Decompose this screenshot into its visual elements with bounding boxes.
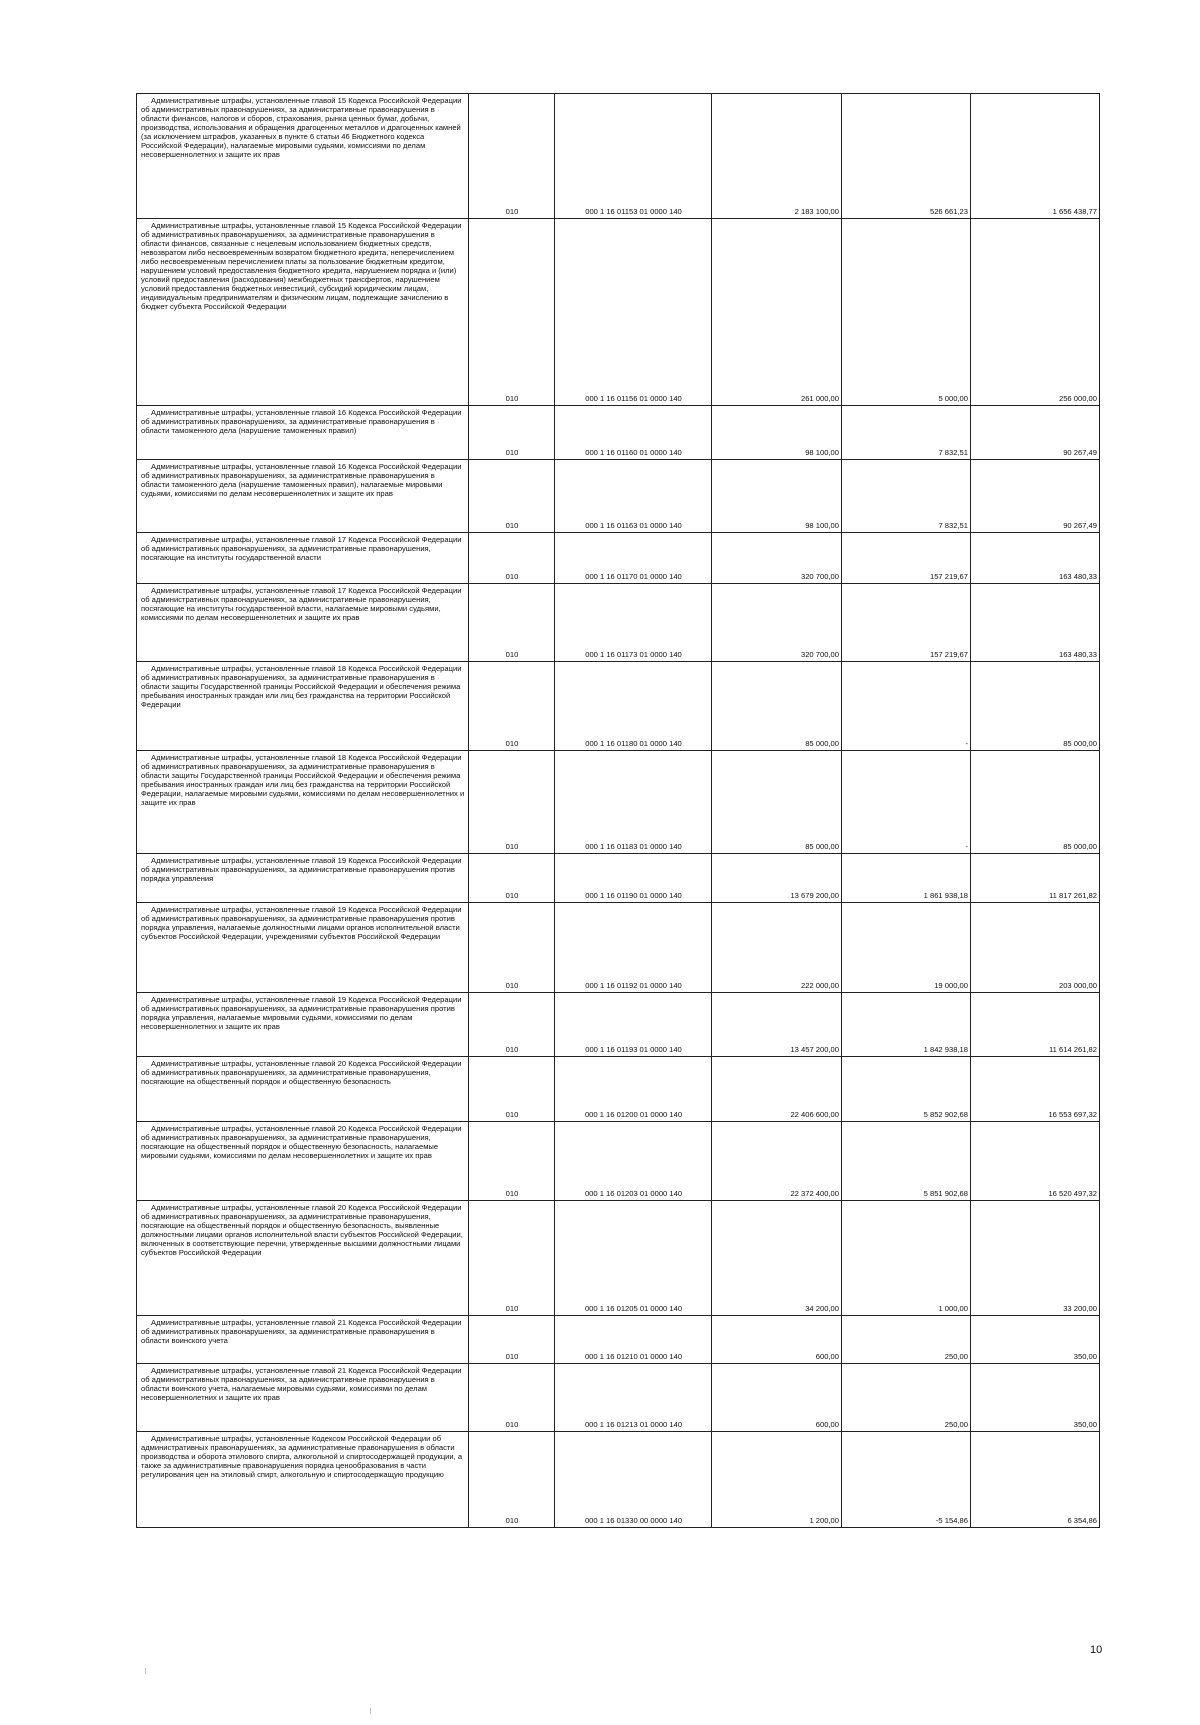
row-line-code: 010 — [469, 903, 555, 993]
table-row — [137, 1057, 1100, 1122]
row-approved-amount: 98 100,00 — [712, 406, 842, 460]
row-income-code: 000 1 16 01173 01 0000 140 — [555, 584, 712, 662]
row-unexecuted-amount: 85 000,00 — [971, 751, 1100, 854]
row-executed-amount: 1 842 938,18 — [842, 993, 971, 1057]
row-line-code: 010 — [469, 1122, 555, 1201]
row-executed-amount: -5 154,86 — [842, 1432, 971, 1528]
row-description: Административные штрафы, установленные главой 18 Кодекса Российской Федерации об административных правонарушениях, за административные правонарушения в области защиты Государственной границы Российской Федерации и обеспечения режима пребывания иностранных граждан или лиц без гражданства на территории Российской Федерации — [137, 662, 469, 751]
row-income-code: 000 1 16 01180 01 0000 140 — [555, 662, 712, 751]
row-description: Административные штрафы, установленные главой 16 Кодекса Российской Федерации об административных правонарушениях, за административные правонарушения в области таможенного дела (нарушение таможенных правил) — [137, 406, 469, 460]
row-description: Административные штрафы, установленные главой 20 Кодекса Российской Федерации об административных правонарушениях, за административные правонарушения, посягающие на общественный порядок и общественную безопасность — [137, 1057, 469, 1122]
row-description: Административные штрафы, установленные главой 19 Кодекса Российской Федерации об административных правонарушениях, за административные правонарушения против порядка управления — [137, 854, 469, 903]
row-unexecuted-amount: 90 267,49 — [971, 406, 1100, 460]
row-approved-amount: 600,00 — [712, 1316, 842, 1364]
row-approved-amount: 98 100,00 — [712, 460, 842, 533]
row-unexecuted-amount: 16 553 697,32 — [971, 1057, 1100, 1122]
row-income-code: 000 1 16 01160 01 0000 140 — [555, 406, 712, 460]
table-row — [137, 460, 1100, 533]
row-line-code: 010 — [469, 460, 555, 533]
scan-mark — [370, 1708, 371, 1714]
row-approved-amount: 1 200,00 — [712, 1432, 842, 1528]
row-income-code: 000 1 16 01213 01 0000 140 — [555, 1364, 712, 1432]
report-sheet — [136, 93, 1099, 1528]
row-income-code: 000 1 16 01163 01 0000 140 — [555, 460, 712, 533]
row-approved-amount: 222 000,00 — [712, 903, 842, 993]
row-executed-amount: 7 832,51 — [842, 460, 971, 533]
table-row — [137, 1122, 1100, 1201]
row-approved-amount: 2 183 100,00 — [712, 94, 842, 219]
row-description: Административные штрафы, установленные главой 16 Кодекса Российской Федерации об административных правонарушениях, за административные правонарушения в области таможенного дела (нарушение таможенных правил), налагаемые мировыми судьями, комиссиями по делам несовершеннолетних и защите их прав — [137, 460, 469, 533]
table-row — [137, 1432, 1100, 1528]
row-description: Административные штрафы, установленные главой 15 Кодекса Российской Федерации об административных правонарушениях, за административные правонарушения в области финансов, налогов и сборов, страхования, рынка ценных бумаг, добычи, производства, использования и обращения драгоценных металлов и драгоценных камней (за исключением штрафов, указанных в пункте 6 статьи 46 Бюджетного кодекса Российской Федерации), налагаемые мировыми судьями, комиссиями по делам несовершеннолетних и защите их прав — [137, 94, 469, 219]
row-description: Административные штрафы, установленные главой 21 Кодекса Российской Федерации об административных правонарушениях, за административные правонарушения в области воинского учета — [137, 1316, 469, 1364]
row-unexecuted-amount: 90 267,49 — [971, 460, 1100, 533]
row-unexecuted-amount: 85 000,00 — [971, 662, 1100, 751]
table-row — [137, 94, 1100, 219]
row-line-code: 010 — [469, 1057, 555, 1122]
row-unexecuted-amount: 256 000,00 — [971, 219, 1100, 406]
table-row — [137, 1201, 1100, 1316]
table-row — [137, 1364, 1100, 1432]
row-income-code: 000 1 16 01330 00 0000 140 — [555, 1432, 712, 1528]
row-description: Административные штрафы, установленные главой 17 Кодекса Российской Федерации об административных правонарушениях, за административные правонарушения, посягающие на институты государственной власти, налагаемые мировыми судьями, комиссиями по делам несовершеннолетних и защите их прав — [137, 584, 469, 662]
row-approved-amount: 13 679 200,00 — [712, 854, 842, 903]
row-description: Административные штрафы, установленные главой 20 Кодекса Российской Федерации об административных правонарушениях, за административные правонарушения, посягающие на общественный порядок и общественную безопасность, налагаемые мировыми судьями, комиссиями по делам несовершеннолетних и защите их прав — [137, 1122, 469, 1201]
row-unexecuted-amount: 6 354,86 — [971, 1432, 1100, 1528]
row-income-code: 000 1 16 01193 01 0000 140 — [555, 993, 712, 1057]
row-unexecuted-amount: 350,00 — [971, 1316, 1100, 1364]
table-row — [137, 662, 1100, 751]
row-description: Административные штрафы, установленные главой 18 Кодекса Российской Федерации об административных правонарушениях, за административные правонарушения в области защиты Государственной границы Российской Федерации и обеспечения режима пребывания иностранных граждан или лиц без гражданства на территории Российской Федерации, налагаемые мировыми судьями, комиссиями по делам несовершеннолетних и защите их прав — [137, 751, 469, 854]
row-executed-amount: 526 661,23 — [842, 94, 971, 219]
row-executed-amount: 5 000,00 — [842, 219, 971, 406]
row-approved-amount: 320 700,00 — [712, 584, 842, 662]
row-description: Административные штрафы, установленные Кодексом Российской Федерации об административных правонарушениях, за административные правонарушения в области производства и оборота этилового спирта, алкогольной и спиртосодержащей продукции, а также за административные правонарушения порядка ценообразования в части регулирования цен на этиловый спирт, алкогольную и спиртосодержащую продукцию — [137, 1432, 469, 1528]
row-income-code: 000 1 16 01203 01 0000 140 — [555, 1122, 712, 1201]
row-approved-amount: 13 457 200,00 — [712, 993, 842, 1057]
row-description: Административные штрафы, установленные главой 17 Кодекса Российской Федерации об административных правонарушениях, за административные правонарушения, посягающие на институты государственной власти — [137, 533, 469, 584]
row-approved-amount: 261 000,00 — [712, 219, 842, 406]
row-executed-amount: 7 832,51 — [842, 406, 971, 460]
row-income-code: 000 1 16 01170 01 0000 140 — [555, 533, 712, 584]
table-row — [137, 854, 1100, 903]
row-description: Административные штрафы, установленные главой 20 Кодекса Российской Федерации об административных правонарушениях, за административные правонарушения, посягающие на общественный порядок и общественную безопасность, выявленные должностными лицами органов исполнительной власти субъектов Российской Федерации, включенных в соответствующие перечни, утвержденные высшими должностными лицами субъектов Российской Федерации — [137, 1201, 469, 1316]
row-executed-amount: - — [842, 751, 971, 854]
row-line-code: 010 — [469, 1364, 555, 1432]
table-row — [137, 533, 1100, 584]
row-income-code: 000 1 16 01190 01 0000 140 — [555, 854, 712, 903]
row-income-code: 000 1 16 01205 01 0000 140 — [555, 1201, 712, 1316]
row-unexecuted-amount: 203 000,00 — [971, 903, 1100, 993]
row-approved-amount: 22 406 600,00 — [712, 1057, 842, 1122]
row-approved-amount: 22 372 400,00 — [712, 1122, 842, 1201]
row-executed-amount: 1 861 938,18 — [842, 854, 971, 903]
row-executed-amount: 5 851 902,68 — [842, 1122, 971, 1201]
row-approved-amount: 85 000,00 — [712, 662, 842, 751]
row-income-code: 000 1 16 01156 01 0000 140 — [555, 219, 712, 406]
row-unexecuted-amount: 11 817 261,82 — [971, 854, 1100, 903]
row-line-code: 010 — [469, 854, 555, 903]
income-table — [136, 93, 1100, 1528]
income-table-body — [137, 94, 1100, 1528]
row-line-code: 010 — [469, 533, 555, 584]
row-unexecuted-amount: 350,00 — [971, 1364, 1100, 1432]
table-row — [137, 219, 1100, 406]
row-approved-amount: 320 700,00 — [712, 533, 842, 584]
table-row — [137, 751, 1100, 854]
row-line-code: 010 — [469, 406, 555, 460]
table-row — [137, 903, 1100, 993]
row-executed-amount: - — [842, 662, 971, 751]
row-executed-amount: 250,00 — [842, 1364, 971, 1432]
row-executed-amount: 157 219,67 — [842, 584, 971, 662]
table-row — [137, 1316, 1100, 1364]
row-unexecuted-amount: 163 480,33 — [971, 584, 1100, 662]
row-line-code: 010 — [469, 584, 555, 662]
row-income-code: 000 1 16 01183 01 0000 140 — [555, 751, 712, 854]
row-line-code: 010 — [469, 751, 555, 854]
row-line-code: 010 — [469, 993, 555, 1057]
row-line-code: 010 — [469, 1432, 555, 1528]
scan-mark — [145, 1668, 146, 1674]
row-income-code: 000 1 16 01153 01 0000 140 — [555, 94, 712, 219]
table-row — [137, 406, 1100, 460]
row-description: Административные штрафы, установленные главой 19 Кодекса Российской Федерации об административных правонарушениях, за административные правонарушения против порядка управления, налагаемые должностными лицами органов исполнительной власти субъектов Российской Федерации, учреждениями субъектов Российской Федерации — [137, 903, 469, 993]
row-executed-amount: 157 219,67 — [842, 533, 971, 584]
row-approved-amount: 600,00 — [712, 1364, 842, 1432]
row-executed-amount: 250,00 — [842, 1316, 971, 1364]
row-unexecuted-amount: 163 480,33 — [971, 533, 1100, 584]
row-line-code: 010 — [469, 1316, 555, 1364]
row-executed-amount: 19 000,00 — [842, 903, 971, 993]
row-unexecuted-amount: 33 200,00 — [971, 1201, 1100, 1316]
row-income-code: 000 1 16 01210 01 0000 140 — [555, 1316, 712, 1364]
row-executed-amount: 5 852 902,68 — [842, 1057, 971, 1122]
row-executed-amount: 1 000,00 — [842, 1201, 971, 1316]
page-number: 10 — [1090, 1644, 1103, 1656]
table-row — [137, 993, 1100, 1057]
row-line-code: 010 — [469, 1201, 555, 1316]
row-unexecuted-amount: 11 614 261,82 — [971, 993, 1100, 1057]
row-unexecuted-amount: 16 520 497,32 — [971, 1122, 1100, 1201]
row-income-code: 000 1 16 01192 01 0000 140 — [555, 903, 712, 993]
row-line-code: 010 — [469, 94, 555, 219]
row-income-code: 000 1 16 01200 01 0000 140 — [555, 1057, 712, 1122]
row-approved-amount: 34 200,00 — [712, 1201, 842, 1316]
row-description: Административные штрафы, установленные главой 15 Кодекса Российской Федерации об административных правонарушениях, за административные правонарушения в области финансов, связанные с нецелевым использованием бюджетных средств, невозвратом либо несвоевременным возвратом бюджетного кредита, неперечислением либо несвоевременным перечислением платы за пользование бюджетным кредитом, нарушением условий предоставления бюджетного кредита, нарушением порядка и (или) условий предоставления (расходования) межбюджетных трансфертов, нарушением условий предоставления бюджетных инвестиций, субсидий юридическим лицам, индивидуальным предпринимателям и физическим лицам, подлежащие зачислению в бюджет субъекта Российской Федерации — [137, 219, 469, 406]
row-description: Административные штрафы, установленные главой 21 Кодекса Российской Федерации об административных правонарушениях, за административные правонарушения в области воинского учета, налагаемые мировыми судьями, комиссиями по делам несовершеннолетних и защите их прав — [137, 1364, 469, 1432]
row-line-code: 010 — [469, 219, 555, 406]
table-row — [137, 584, 1100, 662]
row-approved-amount: 85 000,00 — [712, 751, 842, 854]
row-line-code: 010 — [469, 662, 555, 751]
row-description: Административные штрафы, установленные главой 19 Кодекса Российской Федерации об административных правонарушениях, за административные правонарушения против порядка управления, налагаемые мировыми судьями, комиссиями по делам несовершеннолетних и защите их прав — [137, 993, 469, 1057]
row-unexecuted-amount: 1 656 438,77 — [971, 94, 1100, 219]
